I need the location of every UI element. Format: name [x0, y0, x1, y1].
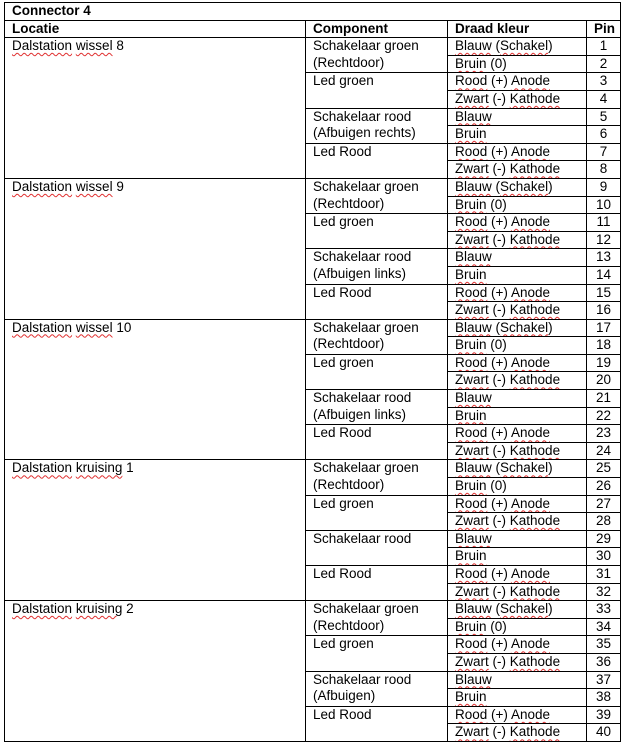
wire-color-cell: Blauw (Schakel): [448, 319, 587, 337]
component-line: Schakelaar groen: [313, 178, 419, 194]
component-cell: [306, 284, 448, 319]
component-line: (Afbuigen): [313, 688, 376, 704]
pin-cell: 38: [587, 689, 621, 707]
component-cell: [306, 319, 448, 354]
wire-color-cell: Zwart (-) Kathode: [448, 583, 587, 601]
table-row: [5, 601, 621, 619]
wire-color-cell: Rood (+) Anode: [448, 73, 587, 91]
pin-cell: 31: [587, 566, 621, 584]
component-cell: [306, 671, 448, 706]
pin-cell: 39: [587, 706, 621, 724]
component-cell: [306, 108, 448, 143]
wire-color-cell: Zwart (-) Kathode: [448, 302, 587, 320]
pin-cell: 2: [587, 55, 621, 73]
locatie-cell: Dalstation wissel 10: [5, 319, 306, 460]
component-line: Schakelaar rood: [313, 390, 412, 406]
component-cell: [306, 706, 448, 741]
wire-color-cell: Zwart (-) Kathode: [448, 653, 587, 671]
component-line: Schakelaar groen: [313, 601, 419, 617]
component-cell: [306, 214, 448, 249]
wire-color-cell: Rood (+) Anode: [448, 495, 587, 513]
pin-cell: 27: [587, 495, 621, 513]
pin-cell: 29: [587, 530, 621, 548]
pin-cell: 11: [587, 214, 621, 232]
component-cell: [306, 38, 448, 73]
wire-color-cell: Bruin (0): [448, 618, 587, 636]
component-line: Schakelaar rood: [313, 530, 412, 546]
locatie-cell: Dalstation kruising 1: [5, 460, 306, 601]
component-line: (Afbuigen links): [313, 406, 407, 422]
component-line: Led Rood: [313, 566, 372, 581]
pin-cell: 10: [587, 196, 621, 214]
table-row: [5, 178, 621, 196]
pin-cell: 16: [587, 302, 621, 320]
table-row: [5, 319, 621, 337]
pin-cell: 9: [587, 178, 621, 196]
wire-color-cell: Blauw (Schakel): [448, 460, 587, 478]
component-cell: [306, 530, 448, 565]
pin-cell: 26: [587, 478, 621, 496]
wire-color-cell: Bruin: [448, 126, 587, 144]
pin-cell: 3: [587, 73, 621, 91]
component-line: Led Rood: [313, 425, 372, 441]
pin-cell: 19: [587, 354, 621, 372]
pin-cell: 18: [587, 337, 621, 355]
component-line: (Afbuigen links): [313, 265, 407, 281]
wire-color-cell: Blauw: [448, 108, 587, 126]
wire-color-cell: Zwart (-) Kathode: [448, 90, 587, 108]
component-cell: [306, 425, 448, 460]
wire-color-cell: Rood (+) Anode: [448, 706, 587, 724]
header-pin: Pin: [587, 20, 621, 38]
component-cell: [306, 354, 448, 389]
wire-color-cell: Bruin: [448, 689, 587, 707]
pin-cell: 23: [587, 425, 621, 443]
header-component: Component: [306, 20, 448, 38]
table-row: [5, 38, 621, 56]
wire-color-cell: Blauw: [448, 671, 587, 689]
pin-cell: 14: [587, 266, 621, 284]
wire-color-cell: Blauw (Schakel): [448, 178, 587, 196]
pin-cell: 24: [587, 442, 621, 460]
wire-color-cell: Bruin (0): [448, 478, 587, 496]
component-line: Led groen: [313, 73, 374, 89]
component-cell: [306, 73, 448, 108]
pin-cell: 30: [587, 548, 621, 566]
locatie-cell: Dalstation kruising 2: [5, 601, 306, 742]
header-locatie: Locatie: [5, 20, 306, 38]
connector-table: [4, 2, 621, 742]
wire-color-cell: Blauw (Schakel): [448, 601, 587, 619]
pin-cell: 20: [587, 372, 621, 390]
pin-cell: 5: [587, 108, 621, 126]
component-line: Schakelaar groen: [313, 319, 419, 335]
component-line: (Rechtdoor): [313, 617, 385, 633]
pin-cell: 36: [587, 653, 621, 671]
pin-cell: 28: [587, 513, 621, 531]
component-line: (Afbuigen rechts): [313, 125, 416, 141]
wire-color-cell: Bruin: [448, 266, 587, 284]
wire-color-cell: Blauw (Schakel): [448, 38, 587, 56]
header-row: [5, 20, 621, 38]
wire-color-cell: Rood (+) Anode: [448, 354, 587, 372]
wire-color-cell: Zwart (-) Kathode: [448, 372, 587, 390]
component-line: Led Rood: [313, 706, 372, 722]
wire-color-cell: Rood (+) Anode: [448, 566, 587, 584]
wire-color-cell: Zwart (-) Kathode: [448, 161, 587, 179]
component-cell: [306, 143, 448, 178]
wire-color-cell: Rood (+) Anode: [448, 284, 587, 302]
pin-cell: 21: [587, 390, 621, 408]
wire-color-cell: Bruin (0): [448, 337, 587, 355]
component-line: (Rechtdoor): [313, 195, 385, 211]
pin-cell: 12: [587, 231, 621, 249]
wire-color-cell: Blauw: [448, 530, 587, 548]
component-line: Schakelaar rood: [313, 108, 412, 124]
wire-color-cell: Rood (+) Anode: [448, 214, 587, 232]
wire-color-cell: Rood (+) Anode: [448, 636, 587, 654]
component-cell: [306, 249, 448, 284]
wire-color-cell: Bruin (0): [448, 55, 587, 73]
pin-cell: 8: [587, 161, 621, 179]
component-line: (Rechtdoor): [313, 336, 385, 352]
pin-cell: 35: [587, 636, 621, 654]
component-line: Schakelaar groen: [313, 460, 419, 476]
wire-color-cell: Zwart (-) Kathode: [448, 724, 587, 742]
wire-color-cell: Rood (+) Anode: [448, 143, 587, 161]
header-draad-kleur: Draad kleur: [448, 20, 587, 38]
wire-color-cell: Bruin (0): [448, 196, 587, 214]
title-row: [5, 3, 621, 21]
wire-color-cell: Blauw: [448, 249, 587, 267]
pin-cell: 40: [587, 724, 621, 742]
wire-color-cell: Bruin: [448, 407, 587, 425]
pin-cell: 13: [587, 249, 621, 267]
pin-cell: 1: [587, 38, 621, 56]
component-line: Schakelaar rood: [313, 671, 412, 687]
component-line: Led groen: [313, 636, 374, 652]
component-cell: [306, 495, 448, 530]
table-row: [5, 460, 621, 478]
pin-cell: 22: [587, 407, 621, 425]
component-cell: [306, 601, 448, 636]
component-cell: [306, 460, 448, 495]
wire-color-cell: Zwart (-) Kathode: [448, 442, 587, 460]
component-line: (Rechtdoor): [313, 477, 385, 493]
component-line: Led Rood: [313, 284, 372, 300]
wire-color-cell: Zwart (-) Kathode: [448, 231, 587, 249]
component-cell: [306, 636, 448, 671]
component-line: Schakelaar rood: [313, 249, 412, 265]
wire-color-cell: Blauw: [448, 390, 587, 408]
component-line: Led Rood: [313, 143, 372, 159]
pin-cell: 15: [587, 284, 621, 302]
pin-cell: 17: [587, 319, 621, 337]
pin-cell: 37: [587, 671, 621, 689]
wire-color-cell: Zwart (-) Kathode: [448, 513, 587, 531]
pin-cell: 32: [587, 583, 621, 601]
component-cell: [306, 178, 448, 213]
pin-cell: 7: [587, 143, 621, 161]
pin-cell: 6: [587, 126, 621, 144]
component-line: Schakelaar groen: [313, 38, 419, 54]
locatie-cell: Dalstation wissel 8: [5, 38, 306, 179]
component-line: Led groen: [313, 354, 374, 370]
component-cell: [306, 566, 448, 601]
pin-cell: 34: [587, 618, 621, 636]
pin-cell: 25: [587, 460, 621, 478]
table-title: Connector 4: [5, 3, 621, 21]
component-line: (Rechtdoor): [313, 54, 385, 70]
pin-cell: 33: [587, 601, 621, 619]
component-cell: [306, 390, 448, 425]
pin-cell: 4: [587, 90, 621, 108]
component-line: Led groen: [313, 495, 374, 511]
component-line: Led groen: [313, 214, 374, 230]
wire-color-cell: Bruin: [448, 548, 587, 566]
wire-color-cell: Rood (+) Anode: [448, 425, 587, 443]
locatie-cell: Dalstation wissel 9: [5, 178, 306, 319]
